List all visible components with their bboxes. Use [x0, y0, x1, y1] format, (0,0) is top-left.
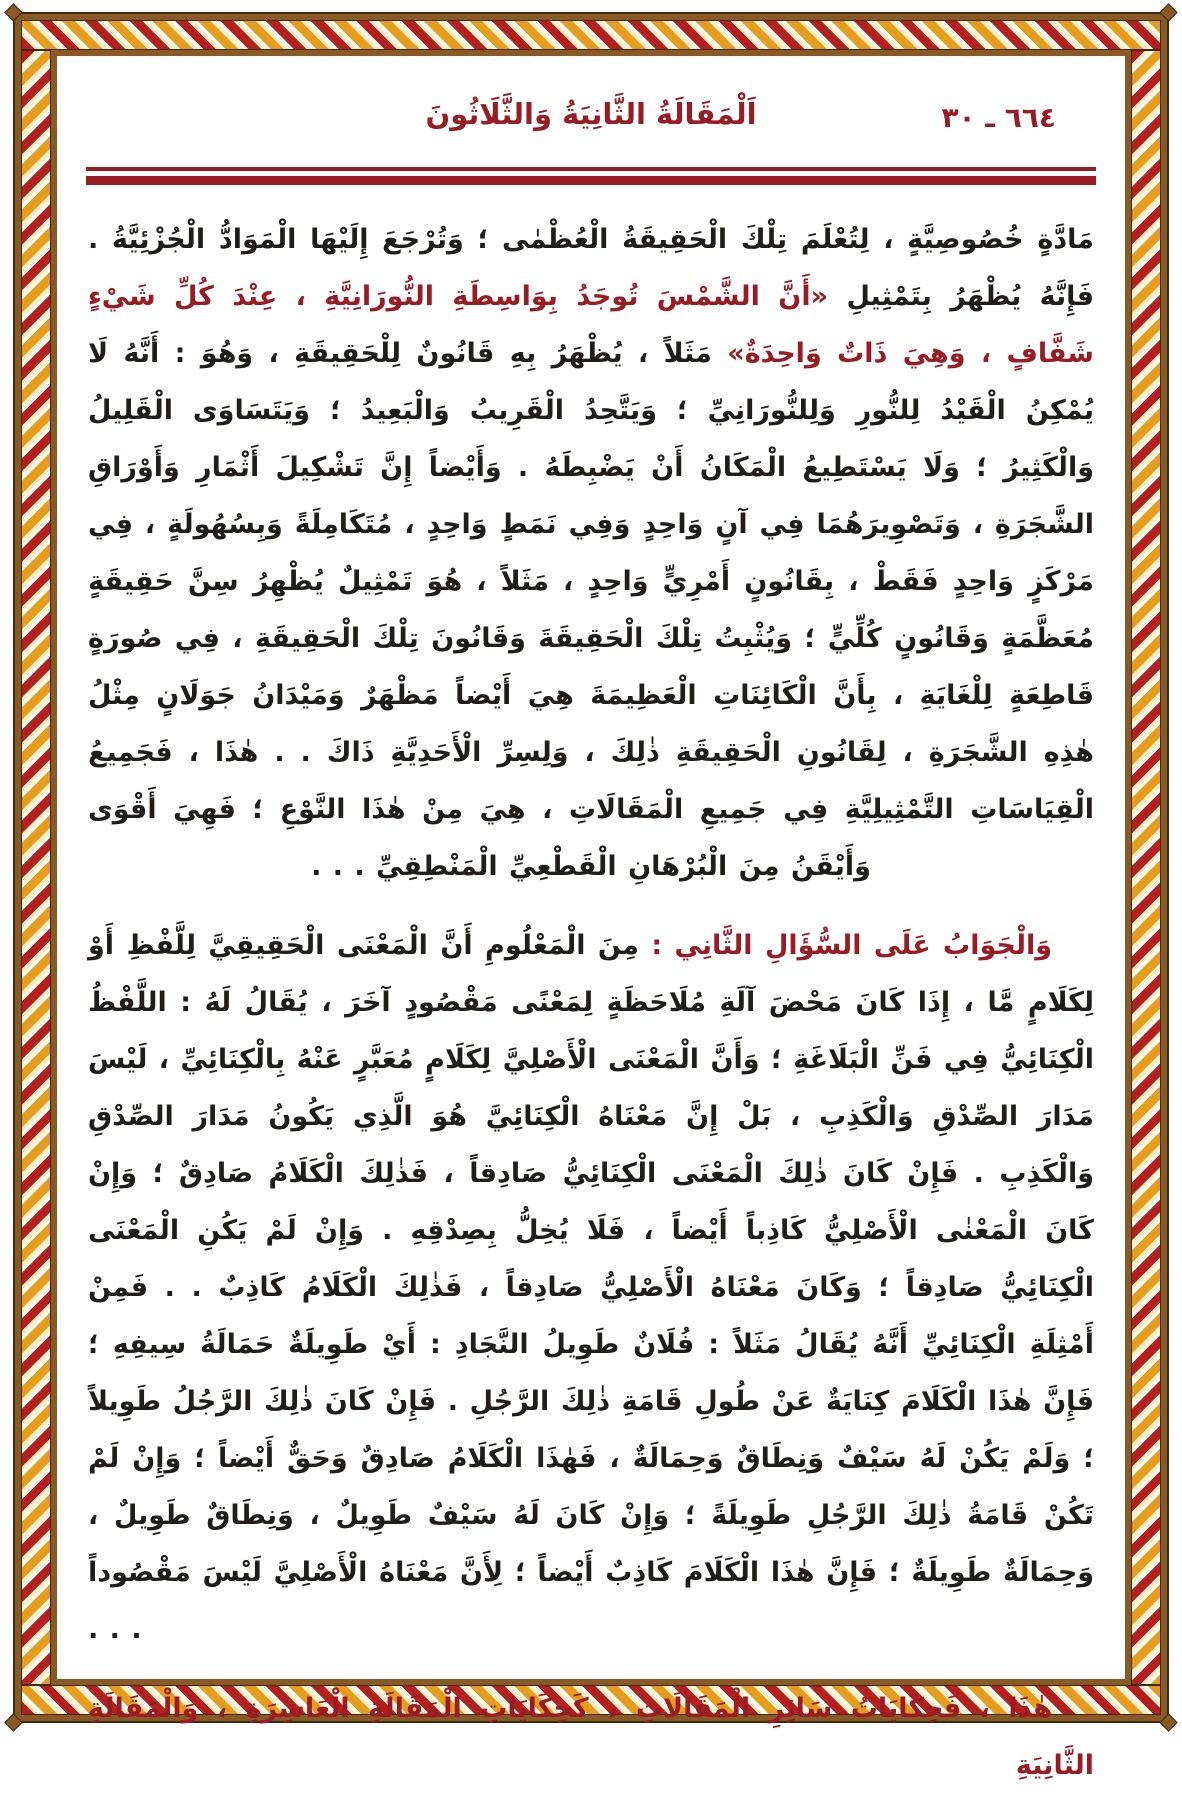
divider-thick-line [86, 176, 1096, 185]
text-segment: مَثَلاً ، يُظْهَرُ بِهِ قَانُونٌ لِلْحَقِيقَةِ ، وَهُوَ : أَنَّهُ لَا يُمْكِنُ الْقَيْدُ لِلنُّورِ وَلِلنُّورَانِيِّ ؛ وَيَتَّحِدُ الْقَرِيبُ وَالْبَعِيدُ ؛ وَيَتَسَاوَى الْقَلِيلُ وَالْكَثِيرُ ؛ وَلَا يَسْتَطِيعُ الْمَكَانُ أَنْ يَضْبِطَهُ . وَأَيْضاً إِنَّ تَشْكِيلَ أَثْمَارِ وَأَوْرَاقِ الشَّجَرَةِ ، وَتَصْوِيرَهُمَا فِي آنٍ وَاحِدٍ وَفِي نَمَطٍ وَاحِدٍ ، مُتَكَامِلَةً وَبِسُهُولَةٍ ، فِي مَرْكَزٍ وَاحِدٍ فَقَطْ ، بِقَانُونٍ أَمْرِيٍّ وَاحِدٍ ، مَثَلاً ، هُوَ تَمْثِيلٌ يُظْهِرُ سِنَّ حَقِيقَةٍ مُعَظَّمَةٍ وَقَانُونٍ كُلِّيٍّ ؛ وَيُثْبِتُ تِلْكَ الْحَقِيقَةَ وَقَانُونَ تِلْكَ الْحَقِيقَةِ ، فِي صُورَةٍ قَاطِعَةٍ لِلْغَايَةِ ، بِأَنَّ الْكَائِنَاتِ الْعَظِيمَةَ هِيَ أَيْضاً مَظْهَرٌ وَمَيْدَانُ جَوَلَانٍ مِثْلُ هٰذِهِ الشَّجَرَةِ ، لِقَانُونِ الْحَقِيقَةِ ذٰلِكَ ، وَلِسِرِّ الْأَحَدِيَّةِ ذَاكَ . . هٰذَا ، فَجَمِيعُ الْقِيَاسَاتِ التَّمْثِيلِيَّةِ فِي جَمِيعِ الْمَقَالَاتِ ، هِيَ مِنْ هٰذَا النَّوْعِ ؛ فَهِيَ أَقْوَى وَأَيْقَنُ مِنَ الْبُرْهَانِ الْقَطْعِيِّ الْمَنْطِقِيِّ . . . [88, 338, 1094, 882]
body-text [84, 211, 1098, 1794]
answer-heading: وَالْجَوَابُ عَلَى السُّؤَالِ الثَّانِي : [638, 930, 1053, 961]
border-chain-right [1131, 50, 1161, 1685]
divider-thin-line [86, 167, 1096, 171]
page-number: ٦٦٤ ـ ٣٠ [941, 101, 1056, 134]
paragraph-1 [88, 211, 1094, 895]
text-segment: مِنَ الْمَعْلُومِ أَنَّ الْمَعْنَى الْحَقِيقِيَّ لِلَّفْظِ أَوْ لِكَلَامٍ مَّا ، إِذَا كَانَ مَحْضَ آلَةِ مُلَاحَظَةٍ لِمَعْنًى مَقْصُودٍ آخَرَ ، يُقَالُ لَهُ : اللَّفْظُ الْكِنَائِيُّ فِي فَنِّ الْبَلَاغَةِ ؛ وَأَنَّ الْمَعْنَى الْأَصْلِيَّ لِكَلَامٍ مُعَبَّرٍ عَنْهُ بِالْكِنَائِيِّ ، لَيْسَ مَدَارَ الصِّدْقِ وَالْكَذِبِ ، بَلْ إِنَّ مَعْنَاهُ الْكِنَائِيَّ هُوَ الَّذِي يَكُونُ مَدَارَ الصِّدْقِ وَالْكَذِبِ . فَإِنْ كَانَ ذٰلِكَ الْمَعْنَى الْكِنَائِيُّ صَادِقاً ، فَذٰلِكَ الْكَلَامُ صَادِقٌ ؛ وَإِنْ كَانَ الْمَعْنٰى الْأَصْلِيُّ كَاذِباً أَيْضاً ، فَلَا يُخِلُّ بِصِدْقِهِ . وَإِنْ لَمْ يَكُنِ الْمَعْنَى الْكِنَائِيُّ صَادِقاً ؛ وَكَانَ مَعْنَاهُ الْأَصْلِيُّ صَادِقاً ، فَذٰلِكَ الْكَلَامُ كَاذِبٌ . . فَمِنْ أَمْثِلَةِ الْكِنَائِيِّ أَنَّهُ يُقَالُ مَثَلاً : فُلَانٌ طَوِيلُ النَّجَادِ : أَيْ طَوِيلَةٌ حَمَالَةُ سِيفِهِ ؛ فَإِنَّ هٰذَا الْكَلَامَ كِنَايَةٌ عَنْ طُولِ قَامَةِ ذٰلِكَ الرَّجُلِ . فَإِنْ كَانَ ذٰلِكَ الرَّجُلُ طَوِيلاً ؛ وَلَمْ يَكُنْ لَهُ سَيْفٌ وَنِطَاقٌ وَحِمَالَةٌ ، فَهٰذَا الْكَلَامُ صَادِقٌ وَحَقٌّ أَيْضاً ؛ وَإِنْ لَمْ تَكُنْ قَامَةُ ذٰلِكَ الرَّجُلِ طَوِيلَةً ؛ وَإِنْ كَانَ لَهُ سَيْفٌ طَوِيلٌ ، وَنِطَاقٌ طَوِيلٌ ، وَحِمَالَةٌ طَوِيلَةٌ ؛ فَإِنَّ هٰذَا الْكَلَامَ كَاذِبٌ أَيْضاً ؛ لِأَنَّ مَعْنَاهُ الْأَصْلِيَّ لَيْسَ مَقْصُوداً . . . [88, 930, 1094, 1645]
page-header [84, 93, 1098, 157]
highlighted-quote: «أَنَّ الشَّمْسَ تُوجَدُ بِوَاسِطَةِ النُّورَانِيَّةِ ، عِنْدَ كُلِّ شَيْءٍ شَفَّافٍ ، وَهِيَ ذَاتٌ وَاحِدَةٌ» [88, 281, 1094, 369]
closing-red-line: هٰذَا ، فَحِكَايَاتُ سَائِرِ الْمَقَالَاتِ ، كَحِكَايَاتِ الْمَقَالَةِ الْعَاشِرَةِ ، وَالْمَقَالَةِ الثَّانِيَةِ [88, 1693, 1094, 1781]
border-chain-top [21, 20, 1161, 50]
page-content [58, 57, 1124, 1781]
header-divider [86, 167, 1096, 185]
paragraph-2 [88, 917, 1094, 1658]
text-segment: مَادَّةٍ خُصُوصِيَّةٍ ، لِتُعْلَمَ تِلْكَ الْحَقِيقَةُ الْعُظْمٰى ؛ وَتُرْجَعَ إِلَيْهَا الْمَوَادُّ الْجُزْئِيَّةُ . فَإِنَّهُ يُظْهَرُ بِتَمْثِيلِ [88, 224, 1094, 312]
page-title: اَلْمَقَالَةُ الثَّانِيَةُ وَالثَّلَاثُونَ [425, 97, 757, 131]
border-chain-left [21, 50, 51, 1685]
decorative-border [13, 12, 1169, 1781]
paragraph-3 [88, 1680, 1094, 1794]
